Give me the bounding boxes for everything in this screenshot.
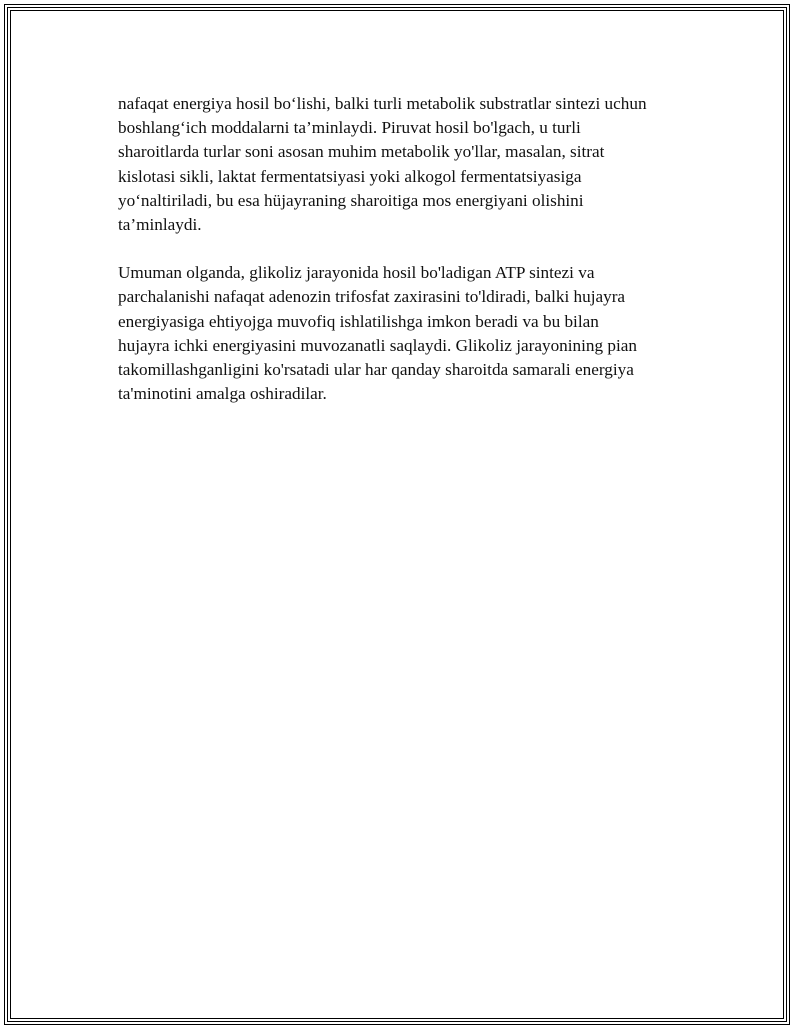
paragraph-1: nafaqat energiya hosil bo‘lishi, balki turli metabolik substratlar sintezi uchun boshlang‘ich moddalarni ta’minlaydi. Piruvat hosil bo'lgach, u turli sharoitlarda turlar soni asosan muhim metabolik yo'llar, masalan, sitrat kislotasi sikli, laktat fermentatsiyasi yoki alkogol fermentatsiyasiga yo‘naltiriladi, bu esa hüjayraning sharoitiga mos energiyani olishini ta’minlaydi.: [118, 94, 647, 235]
document-body: [118, 92, 698, 430]
paragraph-2: Umuman olganda, glikoliz jarayonida hosil bo'ladigan ATP sintezi va parchalanishi nafaqat adenozin trifosfat zaxirasini to'ldiradi, balki hujayra energiyasiga ehtiyojga muvofiq ishlatilishga imkon beradi va bu bilan hujayra ichki energiyasini muvozanatli saqlaydi. Glikoliz jarayonining pian takomillashganligini ko'rsatadi ular har qanday sharoitda samarali energiya ta'minotini amalga oshiradilar.: [118, 263, 637, 404]
